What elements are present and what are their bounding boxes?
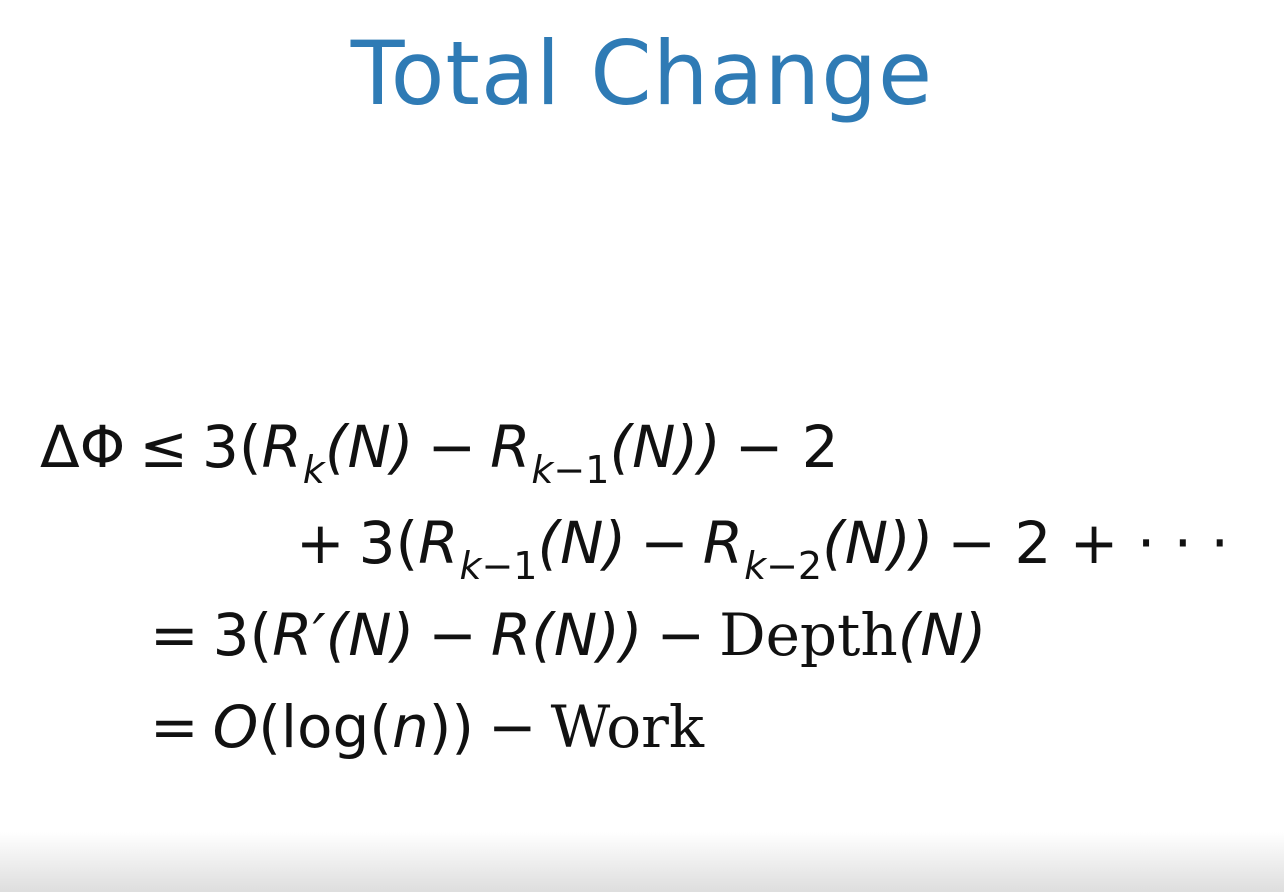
r-term: R <box>490 601 532 669</box>
tail-term: − 2 + · · · <box>947 509 1229 577</box>
subscript-k: k <box>302 448 325 492</box>
coefficient: 3( <box>212 601 273 669</box>
r-term: R <box>490 413 531 481</box>
n-argument: (N)) <box>822 509 934 577</box>
minus-symbol: − <box>656 601 706 669</box>
subscript-k-minus-2: k−2 <box>744 544 823 588</box>
n-argument: (N)) <box>609 413 721 481</box>
equation-line-3 <box>150 601 987 669</box>
leq-symbol: ≤ <box>139 413 188 481</box>
r-prime-term: R′ <box>272 601 326 669</box>
delta-phi: ΔΦ <box>40 413 126 481</box>
subscript-k-minus-1: k−1 <box>531 448 610 492</box>
r-term: R <box>702 509 744 577</box>
work-term: Work <box>550 693 705 761</box>
equals-symbol: = <box>150 601 199 669</box>
n-argument: (N) <box>897 601 987 669</box>
equation-line-1 <box>40 413 853 492</box>
equals-symbol: = <box>150 693 199 761</box>
n-argument: (N) <box>537 509 627 577</box>
tail-term: − 2 <box>734 413 839 481</box>
equation-line-4 <box>150 693 705 761</box>
equation-line-2 <box>296 509 1243 588</box>
n-argument: (N) <box>324 413 414 481</box>
coefficient: 3( <box>358 509 419 577</box>
minus-symbol: − <box>428 601 477 669</box>
n-argument: (N)) <box>531 601 643 669</box>
plus-symbol: + <box>296 509 345 577</box>
depth-function: Depth <box>719 601 898 669</box>
minus-symbol: − <box>487 693 537 761</box>
log-open: (log( <box>258 693 392 761</box>
subscript-k-minus-1: k−1 <box>459 544 538 588</box>
r-term: R <box>261 413 302 481</box>
bottom-shadow <box>0 832 1284 892</box>
slide-title: Total Change <box>350 22 934 125</box>
minus-symbol: − <box>640 509 689 577</box>
coefficient: 3( <box>201 413 262 481</box>
log-close: )) <box>428 693 474 761</box>
big-o: O <box>212 693 259 761</box>
n-variable: n <box>391 693 429 761</box>
r-term: R <box>418 509 459 577</box>
n-argument: (N) <box>325 601 415 669</box>
minus-symbol: − <box>427 413 477 481</box>
